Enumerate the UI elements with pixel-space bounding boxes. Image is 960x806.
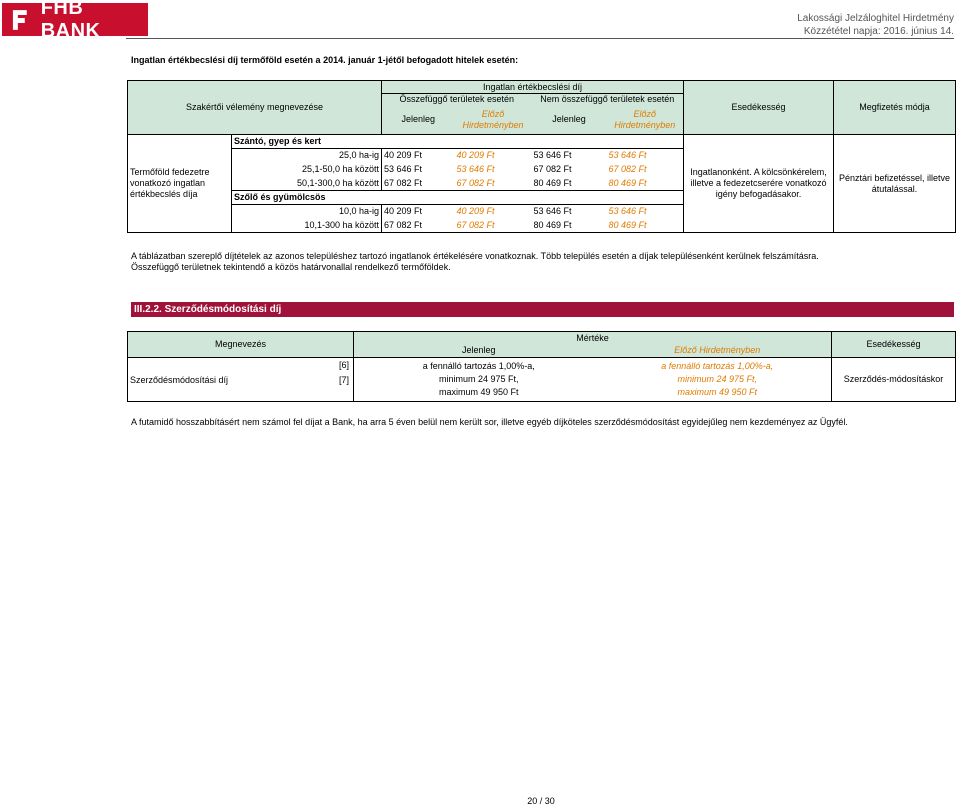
- header-date: Közzététel napja: 2016. június 14.: [803, 26, 954, 37]
- previous-unconnected: 53 646 Ft: [607, 205, 684, 219]
- previous-line: maximum 49 950 Ft: [677, 387, 758, 397]
- current-connected: 67 082 Ft: [382, 177, 455, 191]
- reference-6: [6]: [338, 360, 349, 370]
- previous-connected: 67 082 Ft: [456, 177, 495, 188]
- header-title: Lakossági Jelzáloghitel Hirdetmény: [797, 13, 954, 24]
- current-unconnected: 80 469 Ft: [532, 219, 607, 233]
- previous-amount: [604, 358, 832, 402]
- notes: [131, 251, 819, 273]
- fhb-logo: [2, 0, 148, 42]
- final-note: A futamidő hosszabbításért nem számol fel díjat a Bank, ha arra 5 éven belül nem került sor, illetve egyéb díjköteles szerződésmódosítást egyidejűleg nem kezdeményez az Ügyfél.: [131, 417, 848, 427]
- fee-name-cell: [128, 358, 354, 402]
- name-header: Megnevezés: [128, 332, 354, 358]
- row-label: Termőföld fedezetre vonatkozó ingatlan értékbecslés díja: [128, 135, 232, 233]
- reference-7: [7]: [338, 375, 349, 385]
- current-unconnected: 80 469 Ft: [533, 177, 572, 188]
- current-header-1: Jelenleg: [382, 106, 455, 135]
- due-text: Ingatlanonként. A kölcsönkérelem, illetve a fedezetcserére vonatkozó igény befogadásakor.: [684, 135, 834, 233]
- range-cell: 10,0 ha-ig: [338, 206, 380, 217]
- previous-header: Előző Hirdetményben: [604, 345, 832, 358]
- previous-unconnected: 80 469 Ft: [607, 219, 684, 233]
- current-unconnected: 53 646 Ft: [533, 206, 572, 217]
- due-header: Esedékesség: [832, 332, 956, 358]
- previous-header-2: Előző Hirdetményben: [607, 106, 684, 135]
- pay-header: Megfizetés módja: [834, 81, 956, 135]
- current-connected: 40 209 Ft: [382, 205, 455, 219]
- table-row: [128, 358, 956, 402]
- valuation-fee-table: [127, 80, 956, 233]
- previous-unconnected: 53 646 Ft: [607, 149, 684, 163]
- range-cell: 25,1-50,0 ha között: [301, 164, 380, 174]
- header-divider: [126, 38, 954, 39]
- current-line: maximum 49 950 Ft: [438, 387, 519, 397]
- current-connected: 53 646 Ft: [382, 163, 455, 177]
- previous-line: minimum 24 975 Ft,: [677, 374, 758, 384]
- previous-unconnected: 80 469 Ft: [607, 177, 684, 191]
- category-vineyard: Szőlő és gyümölcsös: [232, 191, 684, 205]
- logo-text: FHB BANK: [40, 0, 101, 42]
- col-name-header: Szakértői vélemény megnevezése: [128, 81, 382, 135]
- group-header: Ingatlan értékbecslési díj: [382, 81, 684, 94]
- current-amount: [354, 358, 604, 402]
- sub-header-unconnected: Nem összefüggő területek esetén: [532, 94, 684, 106]
- previous-connected: 40 209 Ft: [456, 206, 495, 217]
- section-title: Ingatlan értékbecslési díj termőföld esetén a 2014. január 1-jétől befogadott hitelek esetén:: [131, 55, 519, 65]
- previous-line: a fennálló tartozás 1,00%-a,: [661, 361, 774, 371]
- note-line: A táblázatban szereplő díjtételek az azonos településhez tartozó ingatlanok értékelésére vonatkoznak. Több település esetén a díjak településenként kerülnek felszámításra.: [131, 251, 819, 261]
- current-line: minimum 24 975 Ft,: [438, 374, 519, 384]
- previous-connected: 53 646 Ft: [456, 164, 495, 174]
- section-heading-bar: III.2.2. Szerződésmódosítási díj: [131, 302, 954, 317]
- current-line: a fennálló tartozás 1,00%-a,: [422, 361, 535, 371]
- header-info: [797, 12, 954, 38]
- modification-fee-table: [127, 331, 956, 402]
- due-header: Esedékesség: [684, 81, 834, 135]
- current-connected: 67 082 Ft: [382, 219, 455, 233]
- range-cell: 25,0 ha-ig: [338, 150, 380, 161]
- current-connected: 40 209 Ft: [382, 149, 455, 163]
- current-unconnected: 67 082 Ft: [533, 164, 572, 174]
- category-arable: Szántó, gyep és kert: [232, 135, 684, 149]
- note-line: Összefüggő területnek tekintendő a közös határvonallal rendelkező termőföldek.: [131, 262, 451, 272]
- page-number: 20 / 30: [527, 796, 555, 806]
- previous-header-1: Előző Hirdetményben: [455, 106, 532, 135]
- range-cell: 50,1-300,0 ha között: [296, 177, 380, 188]
- fee-name: Szerződésmódosítási díj: [130, 375, 229, 385]
- current-header: Jelenleg: [354, 345, 604, 358]
- current-header-2: Jelenleg: [532, 106, 607, 135]
- fhb-logo-icon: [5, 5, 35, 35]
- previous-connected: 40 209 Ft: [456, 150, 495, 161]
- range-cell: 10,1-300 ha között: [232, 219, 382, 233]
- previous-connected: 67 082 Ft: [455, 219, 532, 233]
- pay-text: Pénztári befizetéssel, illetve átutalással.: [834, 135, 956, 233]
- due-cell: Szerződés-módosításkor: [832, 358, 956, 402]
- previous-unconnected: 67 082 Ft: [607, 163, 684, 177]
- sub-header-connected: Összefüggő területek esetén: [382, 94, 532, 106]
- amount-header: Mértéke: [354, 332, 832, 345]
- current-unconnected: 53 646 Ft: [533, 150, 572, 161]
